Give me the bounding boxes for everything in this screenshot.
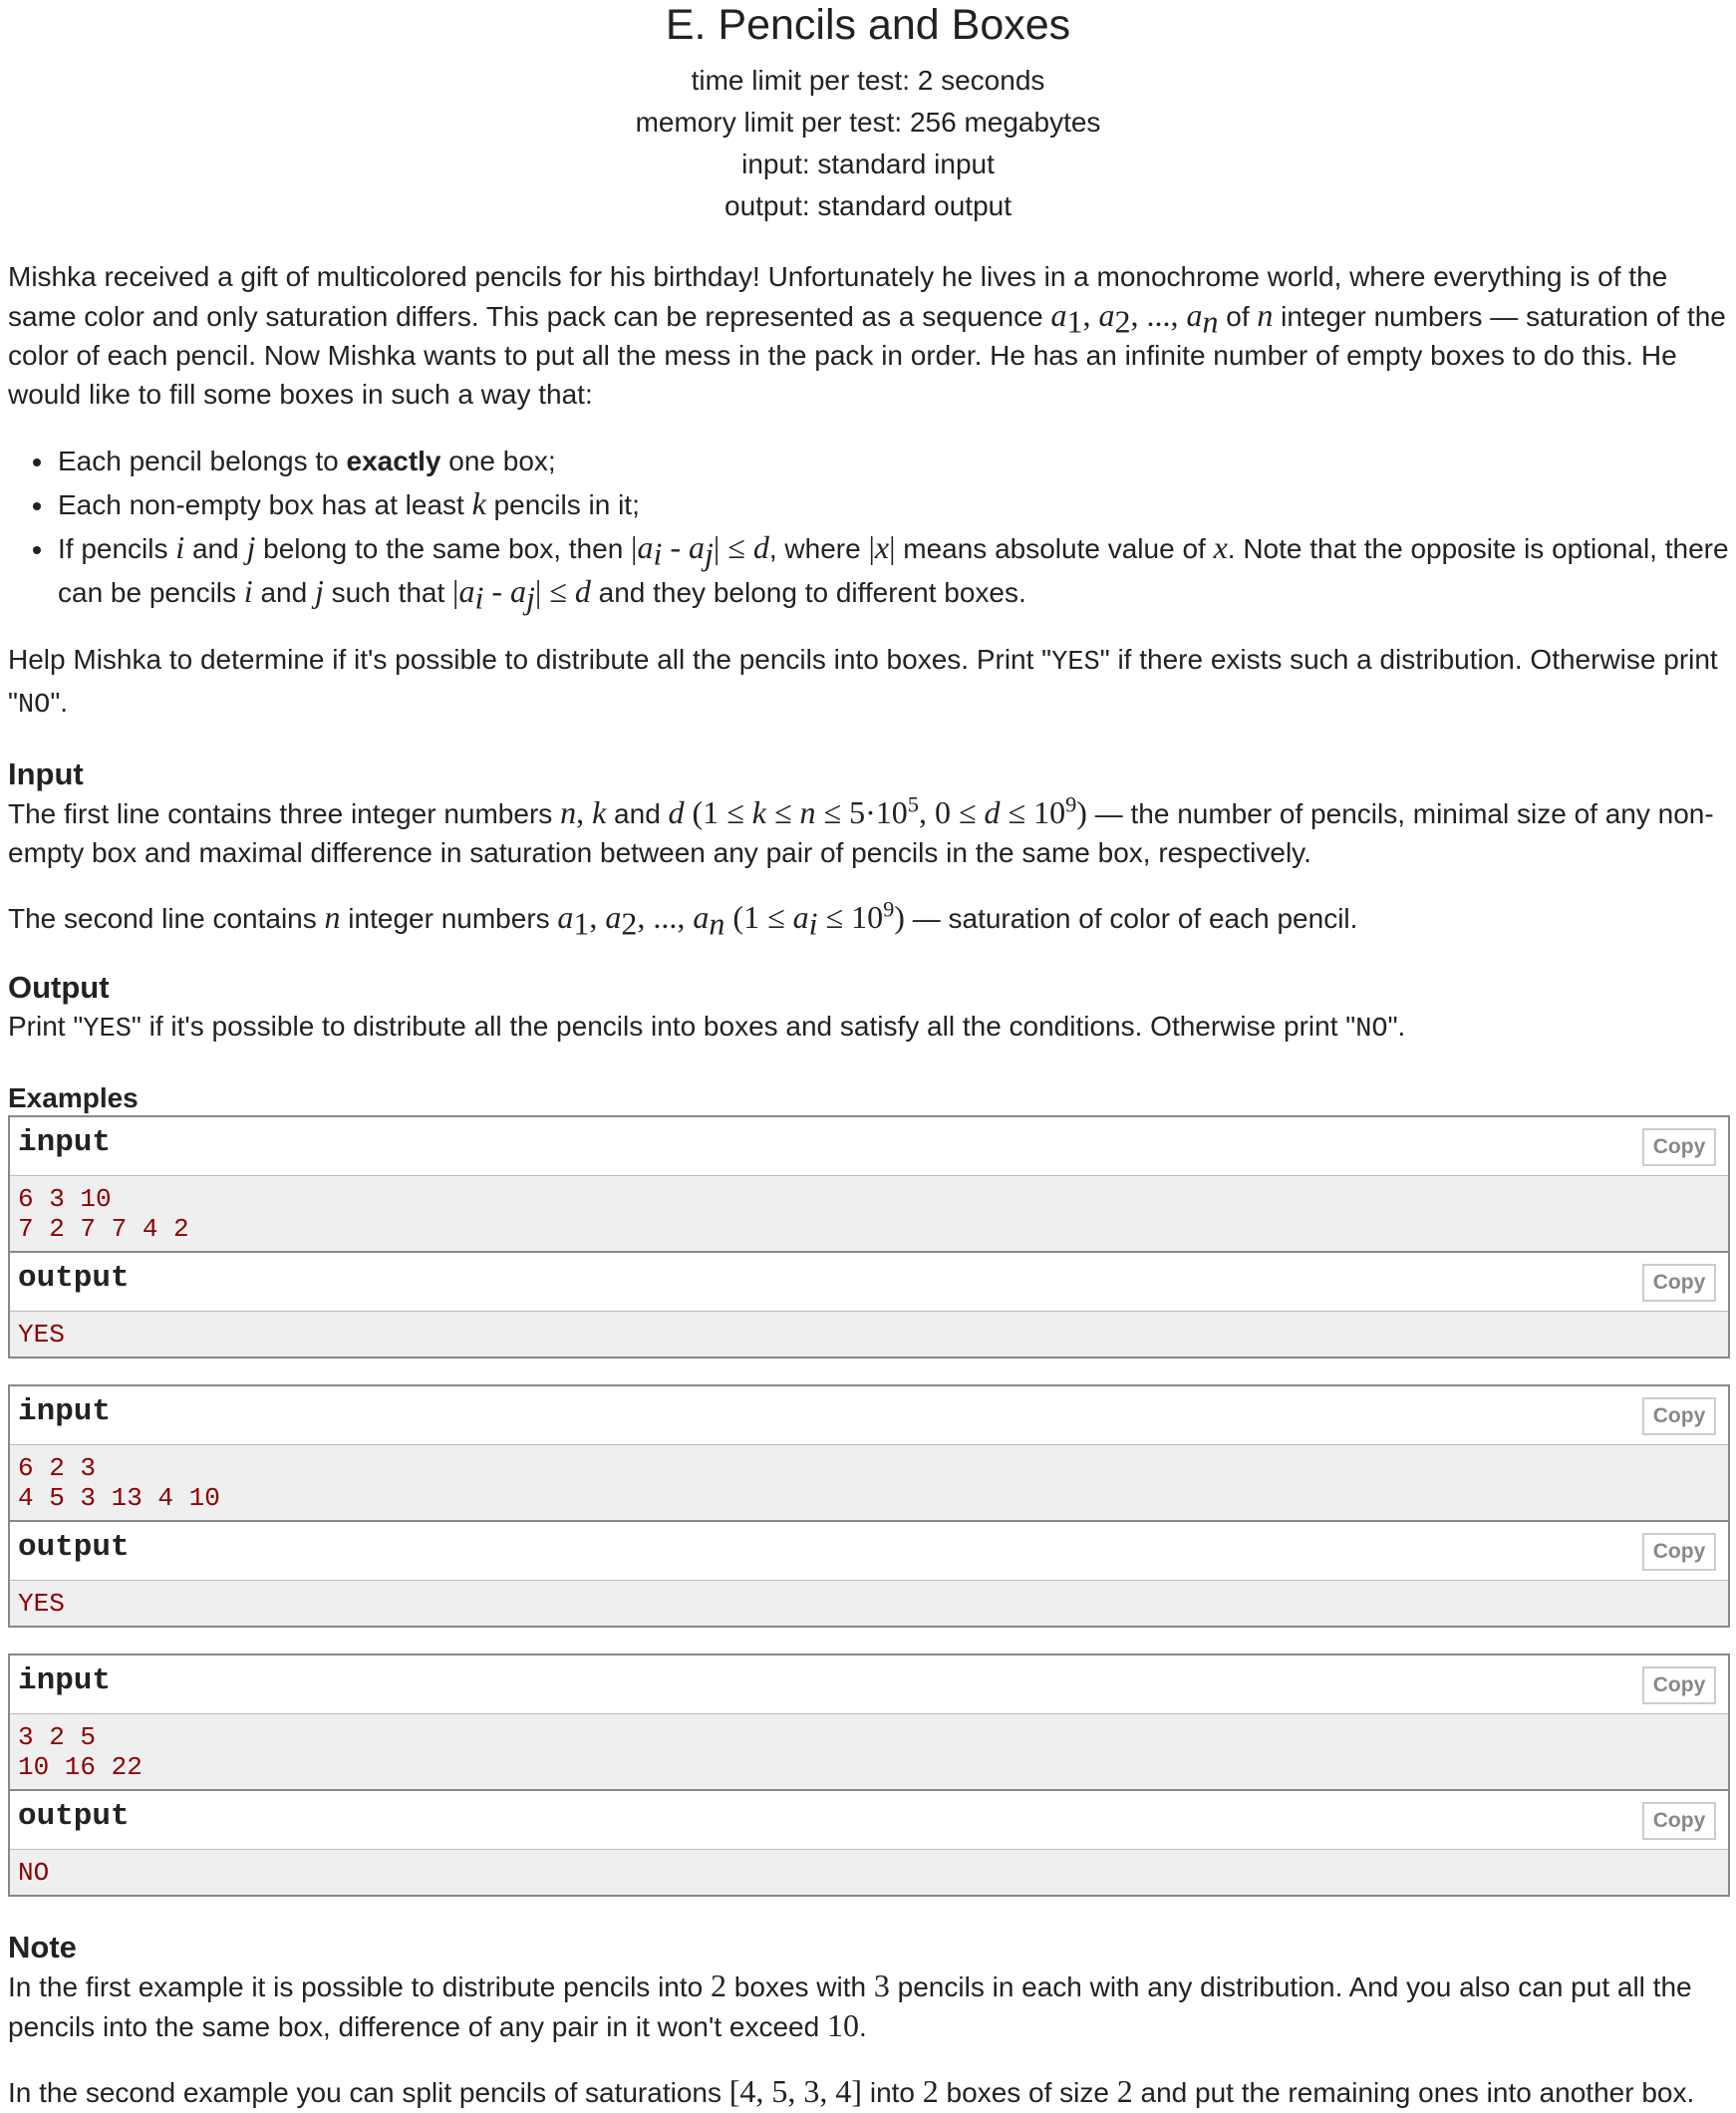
input-label: input <box>18 1663 112 1698</box>
example-input-text: 3 2 5 10 16 22 <box>10 1714 1728 1791</box>
examples-title: Examples <box>8 1082 139 1113</box>
example-output-header <box>10 1522 1728 1581</box>
output-label: output <box>18 1530 130 1565</box>
section-title: Note <box>8 1930 77 1964</box>
example-block <box>8 1115 1730 1358</box>
note-section <box>8 1929 1730 2112</box>
input-label: input <box>18 1394 112 1429</box>
example-block <box>8 1654 1730 1897</box>
example-input-header <box>10 1386 1728 1445</box>
output-file: output: standard output <box>724 190 1012 221</box>
problem-limits <box>0 60 1736 227</box>
example-block <box>8 1384 1730 1628</box>
input-paragraph: The second line contains n integer numbers $a_1$, $a_2$, ..., $a_n$ $(1 \le a_i \le 10^9)$ — saturation of color of each pencil. <box>8 896 1358 942</box>
input-section <box>8 755 1730 942</box>
note-paragraph: In the first example it is possible to distribute pencils into 2 boxes with 3 pencils in each with any distribution. And you also can put all the pencils into the same box, difference of any pair in it won't exceed 10. <box>8 1967 1692 2043</box>
example-output-header <box>10 1253 1728 1312</box>
memory-limit: memory limit per test: 256 megabytes <box>635 107 1101 138</box>
note-paragraph: In the second example you can split pencils of saturations [4, 5, 3, 4] into 2 boxes of size 2 and put the remaining ones into another box. <box>8 2073 1695 2109</box>
statement-paragraph: Mishka received a gift of multicolored pencils for his birthday! Unfortunately he lives in a monochrome world, where everything is of the same color and only saturation differs. This pack can be represented as a sequence $a_1$, $a_2$, ..., $a_n$ of n integer numbers — saturation of the color of each pencil. Now Mishka wants to put all the mess in the pack in order. He has an infinite number of empty boxes to do this. He would like to fill some boxes in such a way that: <box>8 261 1726 410</box>
statement-paragraph: Help Mishka to determine if it's possible to distribute all the pencils into boxes. Print "YES" if there exists such a distribution. Otherwise print "NO". <box>8 644 1718 721</box>
copy-button[interactable]: Copy <box>1642 1128 1716 1166</box>
list-item: • Each non-empty box has at least k pencils in it; <box>56 482 1730 526</box>
section-title: Input <box>8 756 84 791</box>
problem-statement <box>8 257 1730 726</box>
input-label: input <box>18 1125 112 1160</box>
copy-button[interactable]: Copy <box>1642 1264 1716 1302</box>
example-output-text: YES <box>10 1581 1728 1626</box>
example-input-header <box>10 1656 1728 1714</box>
output-paragraph: Print "YES" if it's possible to distribute all the pencils into boxes and satisfy all the conditions. Otherwise print "NO". <box>8 1011 1406 1045</box>
list-item: • Each pencil belongs to exactly one box; <box>56 440 1730 482</box>
output-label: output <box>18 1799 130 1834</box>
input-file: input: standard input <box>741 149 995 179</box>
example-output-header <box>10 1791 1728 1850</box>
copy-button[interactable]: Copy <box>1642 1666 1716 1704</box>
list-item: • If pencils i and j belong to the same box, then $|a_i - a_j| \le d$, where |x| means absolute value of x. Note that the opposite is optional, there can be pencils i and j such that $|a_i - a_j| \le d$ and they belong to different boxes. <box>56 526 1730 614</box>
example-output-text: NO <box>10 1850 1728 1895</box>
rules-list <box>8 440 1730 614</box>
problem-header <box>0 0 1736 227</box>
example-input-text: 6 3 10 7 2 7 7 4 2 <box>10 1176 1728 1253</box>
output-label: output <box>18 1261 130 1296</box>
copy-button[interactable]: Copy <box>1642 1802 1716 1840</box>
input-paragraph: The first line contains three integer numbers n, k and d ($1 \le k \le n \le 5\cdot 10^5$, $0 \le d \le 10^9$) — the number of pencils, minimal size of any non-empty box and maximal difference in saturation between any pair of pencils in the same box, respectively. <box>8 791 1714 868</box>
copy-button[interactable]: Copy <box>1642 1533 1716 1571</box>
copy-button[interactable]: Copy <box>1642 1397 1716 1435</box>
example-output-text: YES <box>10 1312 1728 1357</box>
example-input-header <box>10 1117 1728 1176</box>
time-limit: time limit per test: 2 seconds <box>691 65 1045 96</box>
output-section <box>8 969 1730 1050</box>
example-input-text: 6 2 3 4 5 3 13 4 10 <box>10 1445 1728 1522</box>
section-title: Output <box>8 970 110 1005</box>
examples-section <box>8 1081 1730 1923</box>
problem-title: E. Pencils and Boxes <box>665 1 1071 49</box>
